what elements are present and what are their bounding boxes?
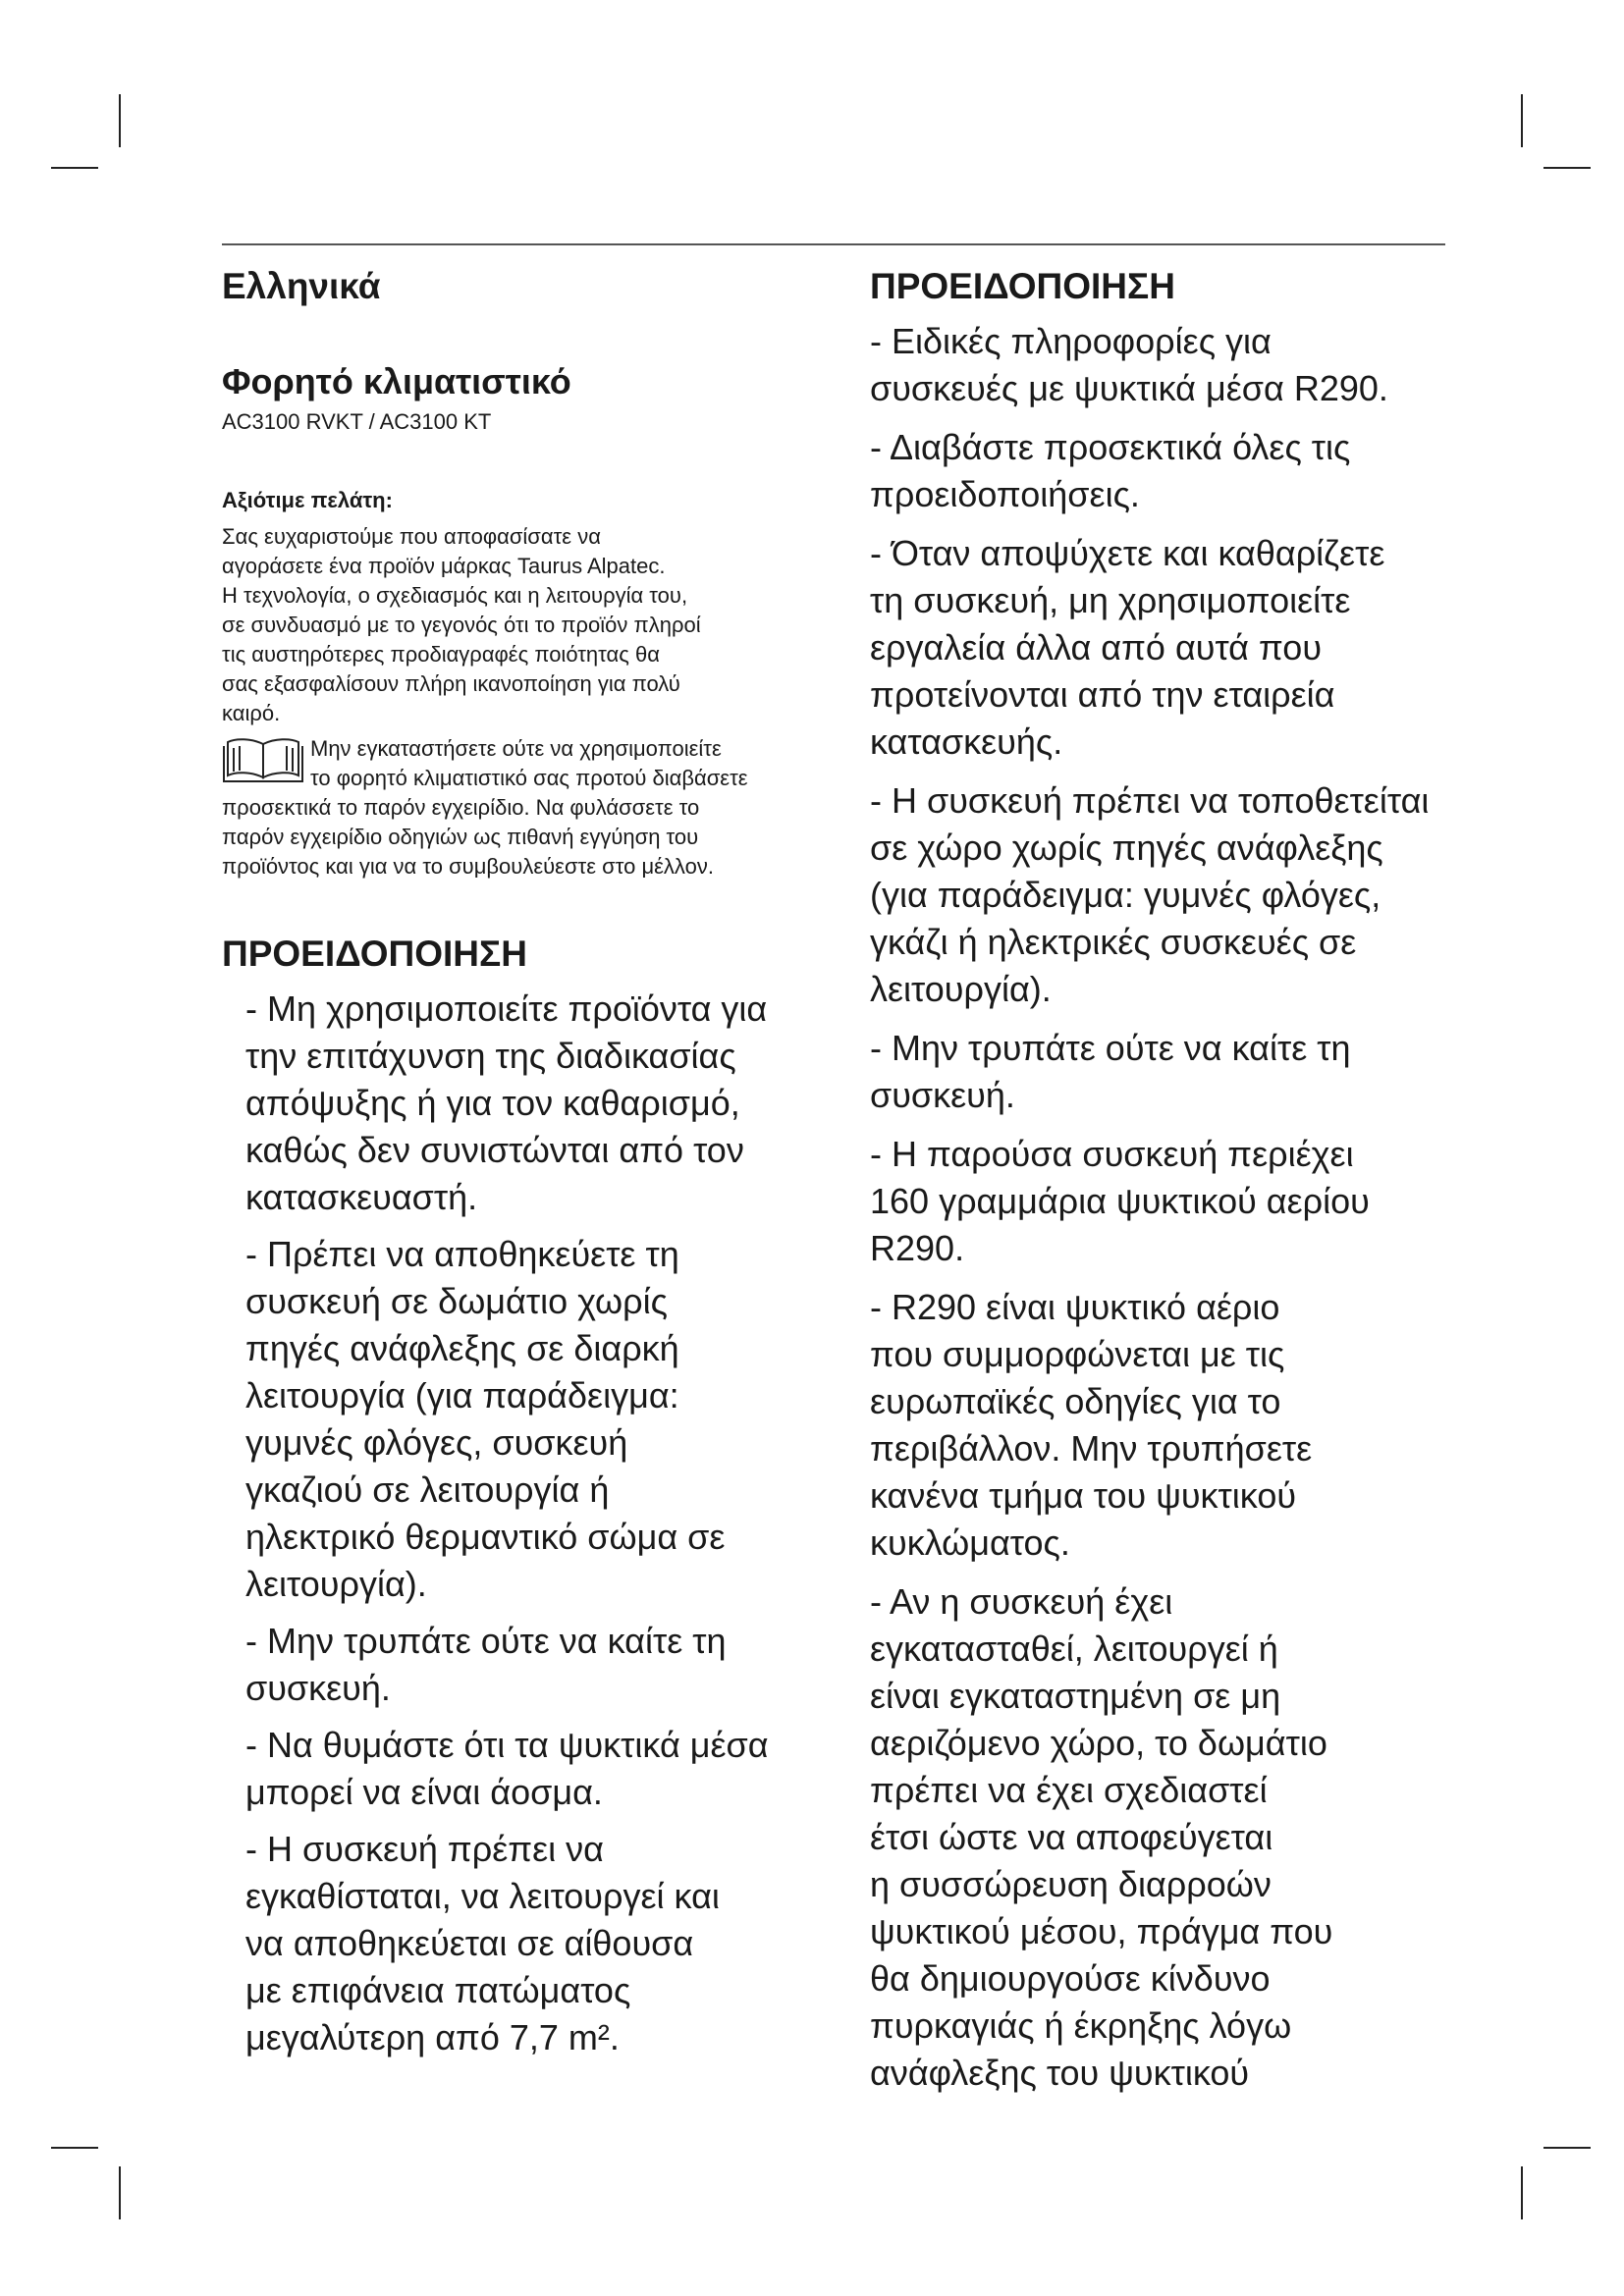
warning-item: - Αν η συσκευή έχει εγκατασταθεί, λειτουργεί ή είναι εγκαταστημένη σε μη αεριζόμενο χώρο, το δωμάτιο πρέπει να έχει σχεδιαστεί έτσι ώστε να αποφεύγεται η συσσώρευση διαρροών ψυκτικού μέσου, πράγμα που θα δημιουργούσε κίνδυνο πυρκαγιάς ή έκρηξης λόγω ανάφλεξης του ψυκτικού	[870, 1581, 1333, 2093]
warning-item: - Πρέπει να αποθηκεύετε τη συσκευή σε δωμάτιο χωρίς πηγές ανάφλεξης σε διαρκή λειτουργία (για παράδειγμα: γυμνές φλόγες, συσκευή γκαζιού σε λειτουργία ή ηλεκτρικό θερμαντικό σώμα σε λειτουργία).	[245, 1234, 726, 1604]
warning-title-right: ΠΡΟΕΙΔΟΠΟΙΗΣΗ	[870, 266, 1175, 306]
left-column	[222, 257, 850, 2071]
right-column	[870, 257, 1479, 2109]
warning-list-right	[870, 318, 1479, 2097]
product-title: Φορητό κλιματιστικό	[222, 361, 571, 401]
warning-item: - Ειδικές πληροφορίες για συσκευές με ψυκτικά μέσα R290.	[870, 321, 1388, 408]
crop-mark-top-right-horizontal	[1543, 167, 1591, 169]
greeting: Αξιότιμε πελάτη:	[222, 488, 393, 512]
model-numbers: AC3100 RVKT / AC3100 KT	[222, 409, 492, 434]
warning-list-left	[222, 986, 850, 2061]
crop-mark-bottom-left-vertical	[119, 2166, 121, 2219]
warning-item: - Η συσκευή πρέπει να τοποθετείται σε χώρο χωρίς πηγές ανάφλεξης (για παράδειγμα: γυμνές φλόγες, γκάζι ή ηλεκτρικές συσκευές σε λειτουργία).	[870, 780, 1430, 1009]
warning-item: - Διαβάστε προσεκτικά όλες τις προειδοποιήσεις.	[870, 427, 1351, 514]
warning-item: - Μην τρυπάτε ούτε να καίτε τη συσκευή.	[870, 1028, 1351, 1115]
warning-item: - Όταν αποψύχετε και καθαρίζετε τη συσκευή, μη χρησιμοποιείτε εργαλεία άλλα από αυτά που προτείνονται από την εταιρεία κατασκευής.	[870, 533, 1385, 762]
warning-item: - Μη χρησιμοποιείτε προϊόντα για την επιτάχυνση της διαδικασίας απόψυξης ή για τον καθαρισμό, καθώς δεν συνιστώνται από τον κατασκευαστή.	[245, 988, 768, 1217]
crop-mark-bottom-right-vertical	[1521, 2166, 1523, 2219]
warning-item: - Η συσκευή πρέπει να εγκαθίσταται, να λειτουργεί και να αποθηκεύεται σε αίθουσα με επιφάνεια πατώματος μεγαλύτερη από 7,7 m².	[245, 1829, 720, 2057]
warning-item: - R290 είναι ψυκτικό αέριο που συμμορφώνεται με τις ευρωπαϊκές οδηγίες για το περιβάλλον. Μην τρυπήσετε κανένα τμήμα του ψυκτικού κυκλώματος.	[870, 1287, 1313, 1563]
crop-mark-bottom-right-horizontal	[1543, 2147, 1591, 2149]
manual-notice-text: Μην εγκαταστήσετε ούτε να χρησιμοποιείτε το φορητό κλιματιστικό σας προτού διαβάσετε προσεκτικά το παρόν εγχειρίδιο. Να φυλάσσετε το παρόν εγχειρίδιο οδηγιών ως πιθανή εγγύηση του προϊόντος και για να το συμβουλεύεστε στο μέλλον.	[222, 736, 748, 879]
warning-item: - Η παρούσα συσκευή περιέχει 160 γραμμάρια ψυκτικού αερίου R290.	[870, 1134, 1370, 1268]
crop-mark-top-left-vertical	[119, 94, 121, 147]
intro-paragraph: Σας ευχαριστούμε που αποφασίσατε να αγοράσετε ένα προϊόν μάρκας Taurus Alpatec. Η τεχνολογία, ο σχεδιασμός και η λειτουργία του, σε συνδυασμό με το γεγονός ότι το προϊόν πληροί τις αυστηρότερες προδιαγραφές ποιότητας θα σας εξασφαλίσουν πλήρη ικανοποίηση για πολύ καιρό.	[222, 524, 701, 725]
header-rule	[222, 243, 1445, 245]
crop-mark-top-left-horizontal	[51, 167, 98, 169]
crop-mark-top-right-vertical	[1521, 94, 1523, 147]
crop-mark-bottom-left-horizontal	[51, 2147, 98, 2149]
open-book-icon	[222, 736, 304, 783]
warning-item: - Να θυμάστε ότι τα ψυκτικά μέσα μπορεί να είναι άοσμα.	[245, 1725, 769, 1812]
manual-notice	[222, 734, 850, 881]
warning-item: - Μην τρυπάτε ούτε να καίτε τη συσκευή.	[245, 1621, 727, 1708]
warning-title-left: ΠΡΟΕΙΔΟΠΟΙΗΣΗ	[222, 934, 527, 974]
language-heading: Ελληνικά	[222, 266, 381, 306]
